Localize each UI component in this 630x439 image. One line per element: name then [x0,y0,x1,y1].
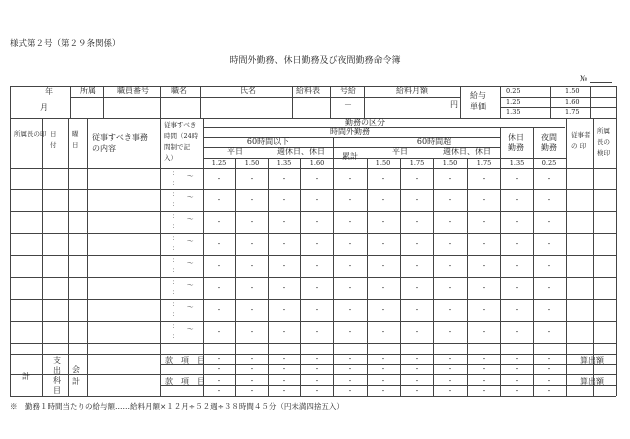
grid-line [467,158,468,396]
rate-value-3: 1.25 [506,98,521,106]
summary-dot: ・ [480,355,488,363]
value-dot: ・ [379,240,387,248]
time-colon: ： [172,256,179,264]
time-colon: ： [172,244,179,252]
value-dot: ・ [446,328,454,336]
summary-dot: ・ [346,377,354,385]
weekday-header-1: 曜 [72,130,79,138]
summary-dot: ・ [446,377,454,385]
grid-line [87,118,88,396]
time-tilde: ～ [187,259,194,267]
rate-header-2: 1.50 [244,159,260,167]
value-dot: ・ [480,306,488,314]
value-dot: ・ [413,262,421,270]
summary-dot: ・ [513,365,521,373]
value-dot: ・ [545,306,553,314]
rate-header-9: 1.35 [509,159,525,167]
value-dot: ・ [480,218,488,226]
value-dot: ・ [513,328,521,336]
value-dot: ・ [346,218,354,226]
grid-line [364,86,365,118]
summary-dot: ・ [248,387,256,395]
item-label-1: 款 項 目 [165,356,205,365]
value-dot: ・ [513,240,521,248]
value-dot: ・ [346,262,354,270]
time-colon: ： [172,288,179,296]
weekday-label-2: 平日 [392,147,408,156]
summary-dot: ・ [545,387,553,395]
value-dot: ・ [513,262,521,270]
work-time-header-2: 時間（24時 [164,132,199,140]
value-dot: ・ [413,306,421,314]
time-colon: ： [172,300,179,308]
time-tilde: ～ [187,193,194,201]
time-tilde: ～ [187,215,194,223]
grid-line [460,86,461,118]
rate-header-5: 1.50 [375,159,391,167]
value-dot: ・ [280,196,288,204]
rate-header-10: 0.25 [541,159,557,167]
value-dot: ・ [215,262,223,270]
salary-table-label: 給料表 [296,86,320,95]
value-dot: ・ [513,175,521,183]
summary-dot: ・ [346,355,354,363]
grid-line [10,396,616,397]
value-dot: ・ [413,284,421,292]
value-dot: ・ [379,175,387,183]
value-dot: ・ [248,196,256,204]
grid-line [68,118,69,396]
value-dot: ・ [346,196,354,204]
time-colon: ： [172,278,179,286]
summary-dot: ・ [379,355,387,363]
worker-seal-header-2: の 印 [571,142,587,150]
time-colon: ： [172,212,179,220]
row-line [10,321,616,322]
time-colon: ： [172,310,179,318]
summary-dot: ・ [480,377,488,385]
value-dot: ・ [379,196,387,204]
rate-header-4: 1.60 [309,159,325,167]
summary-dot: ・ [248,377,256,385]
time-colon: ： [172,190,179,198]
value-dot: ・ [248,262,256,270]
value-dot: ・ [313,284,321,292]
grid-line [330,86,331,118]
summary-dot: ・ [379,377,387,385]
value-dot: ・ [248,175,256,183]
value-dot: ・ [346,175,354,183]
summary-dot: ・ [379,387,387,395]
seal-dept-header: 所属長の印 [14,130,47,138]
value-dot: ・ [248,240,256,248]
weekday-label-1: 平日 [227,147,243,156]
value-dot: ・ [413,240,421,248]
time-tilde: ～ [187,325,194,333]
grid-line [400,158,401,396]
cumulative-header: 累計 [342,152,358,161]
summary-dot: ・ [313,365,321,373]
grid-line [566,118,567,396]
time-tilde: ～ [187,303,194,311]
summary-dot: ・ [346,387,354,395]
summary-dot: ・ [215,365,223,373]
expenditure-label-2: 出 [53,366,61,375]
value-dot: ・ [313,262,321,270]
grid-line [203,127,565,128]
night-work-header-2: 勤務 [541,143,557,152]
value-dot: ・ [280,218,288,226]
grade-label: 号給 [340,86,356,95]
summary-dot: ・ [215,377,223,385]
weekday-header-2: 日 [72,141,79,149]
value-dot: ・ [313,196,321,204]
grid-line [160,86,161,118]
value-dot: ・ [346,328,354,336]
over60-header: 60時間超 [416,137,452,146]
value-dot: ・ [215,306,223,314]
work-time-header-4: 入） [164,154,177,162]
summary-dot: ・ [248,355,256,363]
value-dot: ・ [346,284,354,292]
grid-line [500,86,501,118]
time-colon: ： [172,234,179,242]
dept-label: 所属 [80,86,96,95]
expenditure-label-1: 支 [53,356,61,365]
value-dot: ・ [480,328,488,336]
rate-header-3: 1.35 [276,159,292,167]
summary-dot: ・ [413,365,421,373]
work-time-header-1: 従事すべき [164,121,197,129]
grade-dash: － [344,100,352,109]
grid-line [550,86,551,118]
value-dot: ・ [215,175,223,183]
summary-dot: ・ [446,387,454,395]
value-dot: ・ [313,328,321,336]
grid-line [292,86,293,118]
value-dot: ・ [480,175,488,183]
time-colon: ： [172,332,179,340]
row-line [10,233,616,234]
grid-line [42,118,43,396]
value-dot: ・ [379,306,387,314]
work-category-header: 勤務の区分 [345,118,385,127]
grid-line [268,158,269,396]
month-label: 月 [40,103,48,112]
value-dot: ・ [379,218,387,226]
value-dot: ・ [346,240,354,248]
summary-dot: ・ [313,377,321,385]
summary-dot: ・ [379,365,387,373]
calc-amount-label-2: 算出額 [580,377,604,386]
grid-line [235,158,236,396]
grid-line [70,86,71,118]
total-label: 計 [22,372,30,381]
value-dot: ・ [215,284,223,292]
holiday-label-2: 週休日、休日 [443,147,491,156]
value-dot: ・ [280,328,288,336]
value-dot: ・ [513,306,521,314]
position-label: 職名 [171,86,187,95]
summary-dot: ・ [545,377,553,385]
value-dot: ・ [480,284,488,292]
grid-line [10,86,11,118]
value-dot: ・ [280,284,288,292]
grid-line [10,374,616,375]
year-label: 年 [45,87,53,96]
value-dot: ・ [545,175,553,183]
row-line [10,299,616,300]
value-dot: ・ [413,328,421,336]
summary-dot: ・ [513,377,521,385]
rate-header-8: 1.75 [476,159,492,167]
accounting-label-1: 会 [72,365,80,374]
summary-dot: ・ [545,355,553,363]
grid-line [300,158,301,396]
row-line [10,255,616,256]
time-tilde: ～ [187,281,194,289]
value-dot: ・ [545,284,553,292]
name-label: 氏名 [240,86,256,95]
summary-dot: ・ [513,355,521,363]
value-dot: ・ [215,328,223,336]
grid-line [103,86,104,118]
value-dot: ・ [248,306,256,314]
unit-price-label-1: 給与 [470,91,486,100]
rate-value-6: 1.75 [565,108,580,116]
grid-line [203,118,204,396]
time-colon: ： [172,200,179,208]
summary-dot: ・ [346,365,354,373]
grid-line [533,127,534,396]
rate-value-2: 1.50 [565,87,580,95]
row-line [10,211,616,212]
rate-header-7: 1.50 [442,159,458,167]
grid-line [70,97,460,98]
row-line [10,343,616,344]
value-dot: ・ [545,240,553,248]
value-dot: ・ [379,284,387,292]
work-content-header-2: の内容 [92,144,116,153]
staff-no-label: 職員番号 [117,86,149,95]
item-label-2: 款 項 目 [165,377,205,386]
summary-dot: ・ [413,355,421,363]
summary-dot: ・ [215,355,223,363]
grid-line [160,385,616,386]
time-colon: ： [172,266,179,274]
time-colon: ： [172,322,179,330]
time-colon: ： [172,169,179,177]
date-header-2: 付 [50,141,57,149]
value-dot: ・ [215,240,223,248]
summary-dot: ・ [215,387,223,395]
overtime-header: 時間外勤務 [330,127,370,136]
time-colon: ： [172,222,179,230]
rate-header-1: 1.25 [211,159,227,167]
worker-seal-header-1: 従事者 [571,131,591,139]
summary-dot: ・ [313,387,321,395]
summary-dot: ・ [413,387,421,395]
work-content-header-1: 従事すべき事務 [92,133,148,142]
summary-dot: ・ [248,365,256,373]
night-work-header-1: 夜間 [541,133,557,142]
value-dot: ・ [446,262,454,270]
rate-value-1: 0.25 [506,87,521,95]
value-dot: ・ [215,218,223,226]
value-dot: ・ [545,328,553,336]
value-dot: ・ [379,262,387,270]
dept-confirm-header-2: 長の [597,138,610,146]
time-tilde: ～ [187,237,194,245]
form-title: 時間外勤務、休日勤務及び夜間勤務命令簿 [229,56,401,66]
summary-dot: ・ [280,387,288,395]
summary-dot: ・ [480,365,488,373]
grid-line [160,118,161,396]
grid-line [433,158,434,396]
expenditure-label-4: 目 [53,386,61,395]
value-dot: ・ [480,262,488,270]
summary-dot: ・ [513,387,521,395]
value-dot: ・ [446,175,454,183]
summary-dot: ・ [446,355,454,363]
work-time-header-3: 間制で記 [164,143,190,151]
summary-dot: ・ [480,387,488,395]
salary-amount-label: 給料月額 [396,86,428,95]
expenditure-label-3: 科 [53,376,61,385]
value-dot: ・ [248,284,256,292]
value-dot: ・ [313,175,321,183]
value-dot: ・ [215,196,223,204]
rate-value-5: 1.35 [506,108,521,116]
holiday-work-header-1: 休日 [508,133,524,142]
value-dot: ・ [313,240,321,248]
value-dot: ・ [280,175,288,183]
grid-line [590,86,591,118]
time-colon: ： [172,179,179,187]
rate-value-4: 1.60 [565,98,580,106]
value-dot: ・ [513,218,521,226]
dept-confirm-header-1: 所属 [597,127,610,135]
summary-dot: ・ [313,355,321,363]
value-dot: ・ [545,196,553,204]
number-underline [590,82,612,83]
holiday-label-1: 週休日、休日 [277,147,325,156]
value-dot: ・ [545,218,553,226]
value-dot: ・ [446,306,454,314]
value-dot: ・ [513,196,521,204]
calc-amount-label-1: 算出額 [580,356,604,365]
accounting-label-2: 計 [72,377,80,386]
value-dot: ・ [513,284,521,292]
grid-line [616,118,617,396]
row-line [10,277,616,278]
unit-price-label-2: 単価 [470,102,486,111]
row-line [10,189,616,190]
summary-dot: ・ [280,355,288,363]
value-dot: ・ [248,218,256,226]
value-dot: ・ [379,328,387,336]
grid-line [10,118,11,396]
value-dot: ・ [346,306,354,314]
value-dot: ・ [280,262,288,270]
time-tilde: ～ [187,172,194,180]
grid-line [10,168,616,169]
form-label: 様式第２号（第２９条関係） [10,39,121,49]
grid-line [616,86,617,118]
footnote: ※ 勤務１時間当たりの給与額……給料月額×１２月÷５２週÷３８時間４５分（円未満四捨五入） [10,402,344,411]
summary-dot: ・ [413,377,421,385]
grid-line [500,127,501,396]
value-dot: ・ [280,306,288,314]
value-dot: ・ [413,175,421,183]
value-dot: ・ [446,218,454,226]
value-dot: ・ [446,240,454,248]
value-dot: ・ [248,328,256,336]
value-dot: ・ [280,240,288,248]
value-dot: ・ [413,196,421,204]
summary-dot: ・ [280,377,288,385]
grid-line [200,86,201,118]
holiday-work-header-2: 勤務 [508,143,524,152]
summary-dot: ・ [446,365,454,373]
number-label: № [580,74,588,83]
grid-line [10,118,616,119]
value-dot: ・ [413,218,421,226]
grid-line [367,158,368,396]
date-header-1: 日 [50,130,57,138]
under60-header: 60時間以下 [246,137,290,146]
value-dot: ・ [446,284,454,292]
grid-line [333,137,334,396]
summary-dot: ・ [280,365,288,373]
value-dot: ・ [446,196,454,204]
value-dot: ・ [313,218,321,226]
yen-label: 円 [450,100,458,109]
value-dot: ・ [480,240,488,248]
dept-confirm-header-3: 検印 [597,149,610,157]
summary-dot: ・ [545,365,553,373]
value-dot: ・ [313,306,321,314]
value-dot: ・ [545,262,553,270]
value-dot: ・ [480,196,488,204]
rate-header-6: 1.75 [409,159,425,167]
grid-line [593,118,594,396]
